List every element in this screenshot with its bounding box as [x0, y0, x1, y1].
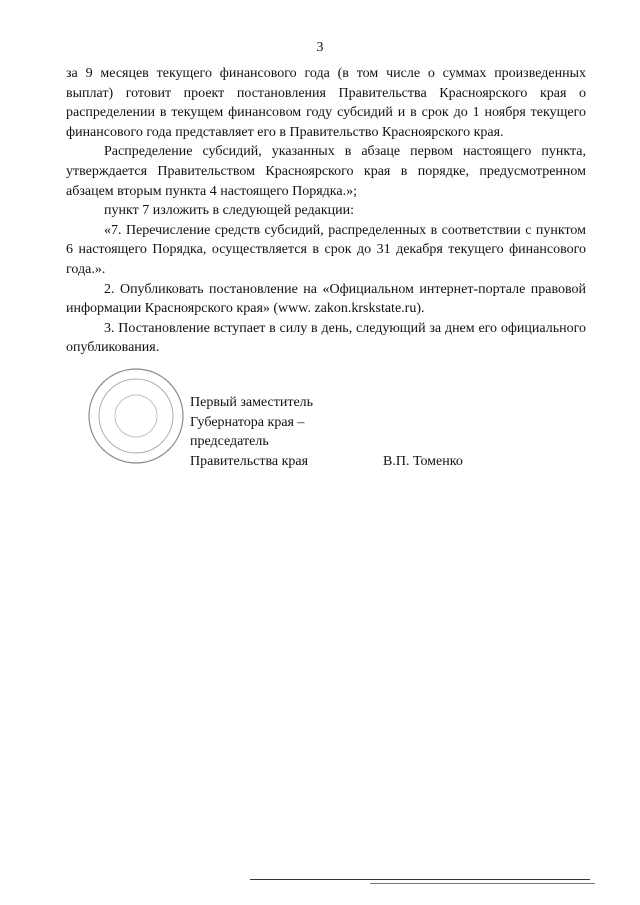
bottom-rule	[370, 883, 595, 884]
paragraph-item7-intro: пункт 7 изложить в следующей редакции:	[104, 203, 354, 219]
signatory-title	[190, 393, 380, 471]
paragraph-item7: «7. Перечисление средств субсидий, распределенных в соответствии с пунктом 6 настоящего Порядка, осуществляется в срок до 31 декабря текущего финансового года.».	[66, 222, 586, 277]
official-seal	[86, 366, 186, 466]
paragraph-distribution: Распределение субсидий, указанных в абзаце первом настоящего пункта, утверждается Правительством Красноярского края в порядке, предусмотренном абзацем вторым пункта 4 настоящего Порядка.»;	[66, 144, 586, 199]
paragraph-publish: 2. Опубликовать постановление на «Официальном интернет-портале правовой информации Красноярского края» (www. zakon.krskstate.ru).	[66, 281, 586, 317]
signatory-name: В.П. Томенко	[383, 453, 463, 469]
paragraph-effective: 3. Постановление вступает в силу в день, следующий за днем его официального опубликования.	[66, 320, 586, 356]
signatory-title-line: Губернатора края –	[190, 414, 305, 430]
signatory-title-line: Правительства края	[190, 453, 309, 469]
page-number: 3	[316, 40, 324, 55]
signatory-title-line: Первый заместитель	[190, 395, 314, 410]
paragraph-continuation: за 9 месяцев текущего финансового года (в том числе о суммах произведенных выплат) готовит проект постановления Правительства Красноярского края о распределении в текущем финансовом году субсидий и в срок до 1 ноября текущего финансового года представляет его в Правительство Красноярского края.	[66, 66, 586, 140]
document-body	[66, 64, 586, 358]
bottom-rule	[250, 879, 590, 880]
signatory-title-line: председатель	[190, 434, 269, 450]
